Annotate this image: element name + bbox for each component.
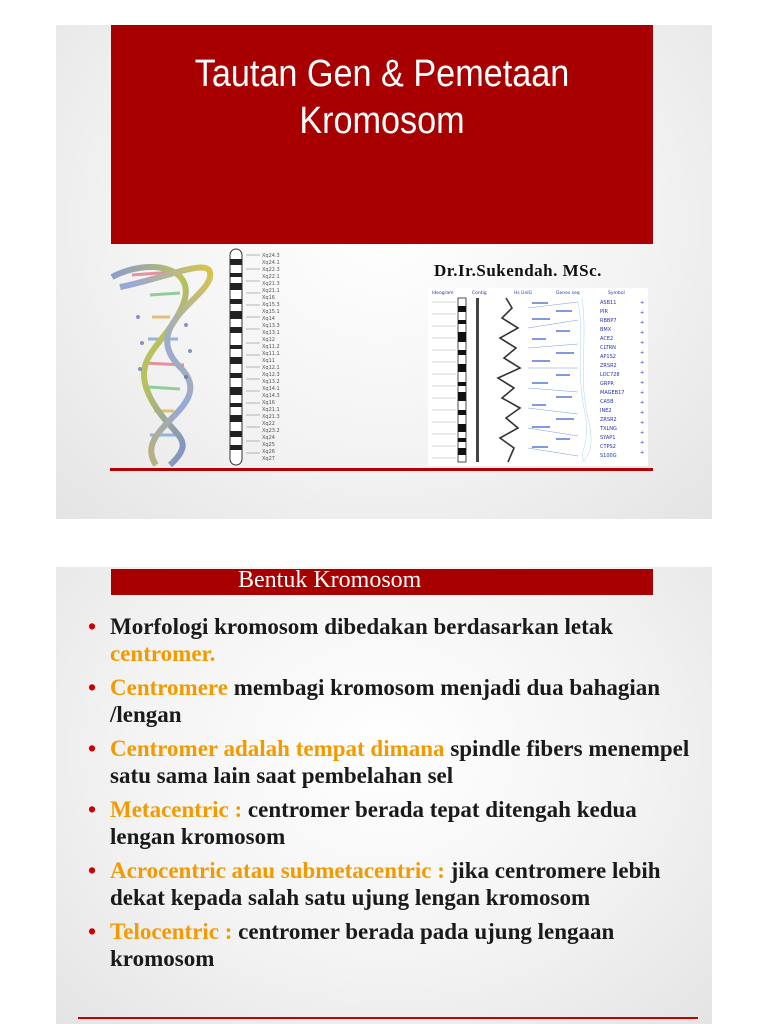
bullet-text: centromer berada pada ujung lengaan kromosom [110,919,615,971]
content-slide [56,567,712,1024]
svg-text:+: + [640,430,645,436]
bullet-highlight: Centromere [110,675,228,700]
ideogram-band-label: Xq21.3 [262,414,280,420]
ideogram-band-label: Xq26 [262,449,275,455]
subtitle-banner [111,569,653,595]
ideogram-band-label: Xq13.1 [262,330,280,336]
ideogram-band-label: Xq11.2 [262,344,280,350]
bullet-text: jika centromere lebih dekat kepada salah satu ujung lengan kromosom [110,858,661,910]
bullet-highlight: Telocentric : [110,919,233,944]
map-gene-symbol: MAGEB17 [600,390,625,396]
svg-text:+: + [640,360,645,366]
map-column-header: Symbol [608,291,625,296]
bullet-highlight: Centromer adalah tempat dimana [110,736,445,761]
map-gene-symbol: INE2 [600,408,612,414]
svg-text:+: + [640,380,645,386]
ideogram-band-label: Xq13.3 [262,323,280,329]
slide-subtitle: Bentuk Kromosom [238,567,422,593]
ideogram-band-label: Xq15.1 [262,309,280,315]
map-column-header: Genes seq [556,291,580,296]
bullet-item [88,857,698,911]
svg-text:+: + [640,350,645,356]
map-gene-symbol: SYAP1 [600,435,616,441]
svg-text:+: + [640,340,645,346]
bullet-text: Morfologi kromosom dibedakan berdasarkan letak [110,614,614,639]
gene-map-image [428,288,648,466]
svg-text:+: + [640,450,645,456]
ideogram-band-label: Xq11.1 [262,351,280,357]
bullet-dot-icon: • [88,736,97,761]
bullet-item [88,674,698,728]
bullet-highlight: centromer. [110,641,216,666]
bullet-dot-icon: • [88,675,97,700]
map-gene-symbol: ASB11 [600,300,617,306]
bullet-item [88,735,698,789]
svg-text:+: + [640,370,645,376]
map-gene-symbol: ZRSR2 [600,417,617,423]
ideogram-band-label: Xq15.3 [262,302,280,308]
ideogram-band-label: Xq16 [262,295,275,301]
svg-text:+: + [640,320,645,326]
ideogram-band-label: Xq16 [262,400,275,406]
ideogram-band-label: Xq14.3 [262,393,280,399]
title-banner [111,25,653,244]
bullet-text: spindle fibers menempel satu sama lain saat pembelahan sel [110,736,690,788]
ideogram-band-label: Xq27 [262,456,275,462]
slide1-bottom-rule [110,468,653,471]
ideogram-band-label: Xq14.1 [262,386,280,392]
bullet-dot-icon: • [88,797,97,822]
map-gene-symbol: PIR [600,309,608,315]
bullet-dot-icon: • [88,614,97,639]
ideogram-band-label: Xq12.1 [262,365,280,371]
map-column-header: Hs UniG [514,291,533,296]
ideogram-band-label: Xq13.2 [262,379,280,385]
title-line-1: Tautan Gen & Pemetaan [194,53,570,95]
bullet-item [88,918,698,972]
svg-text:+: + [640,440,645,446]
map-gene-symbol: GRPR [600,381,614,387]
slide2-bottom-rule [78,1017,698,1019]
svg-text:+: + [640,330,645,336]
title-slide [56,25,712,519]
ideogram-band-label: Xq24 [262,435,275,441]
dna-helix-image [110,247,215,467]
ideogram-band-label: Xq12.3 [262,372,280,378]
map-gene-symbol: CTPS2 [600,444,616,450]
chromosome-ideogram-image [216,247,309,467]
bullet-highlight: Metacentric : [110,797,243,822]
svg-text:+: + [640,420,645,426]
ideogram-band-label: Xq21.1 [262,407,280,413]
svg-text:+: + [640,410,645,416]
ideogram-band-label: Xq25 [262,442,275,448]
ideogram-band-label: Xq22.1 [262,274,280,280]
bullet-highlight: Acrocentric atau submetacentric : [110,858,445,883]
map-gene-symbol: BMX [600,327,612,333]
ideogram-band-label: Xq24.1 [262,260,280,266]
ideogram-band-label: Xq11 [262,358,275,364]
svg-text:+: + [640,400,645,406]
svg-text:+: + [640,310,645,316]
slide-title [138,51,626,145]
map-gene-symbol: AP1S2 [600,354,616,360]
map-gene-symbol: S100G [600,453,617,459]
map-column-header: Contig [472,291,487,296]
map-gene-symbol: LOC728 [600,372,620,378]
bullet-dot-icon: • [88,858,97,883]
map-column-header: Ideogram [432,291,454,296]
bullet-item [88,796,698,850]
bullet-item [88,613,698,667]
map-gene-symbol: CLTRN [600,345,616,351]
svg-text:+: + [640,300,645,306]
ideogram-band-label: Xq24.3 [262,253,280,259]
map-gene-symbol: CA5B [600,399,614,405]
bullet-text: membagi kromosom menjadi dua bahagian /lengan [110,675,661,727]
author-name: Dr.Ir.Sukendah. MSc. [434,261,602,280]
bullet-dot-icon: • [88,919,97,944]
title-line-2: Kromosom [299,100,465,142]
ideogram-band-label: Xq22.3 [262,267,280,273]
map-gene-symbol: RBBP7 [600,318,617,324]
map-gene-symbol: TXLNG [600,426,617,432]
bullet-list [88,613,698,979]
map-gene-symbol: ZRSR2 [600,363,617,369]
ideogram-band-label: Xq12 [262,337,275,343]
ideogram-band-label: Xq22 [262,421,275,427]
map-gene-symbol: ACE2 [600,336,614,342]
ideogram-band-label: Xq14 [262,316,275,322]
ideogram-band-labels [262,253,280,462]
svg-text:+: + [640,390,645,396]
ideogram-band-label: Xq21.3 [262,281,280,287]
ideogram-band-label: Xq21.1 [262,288,280,294]
ideogram-band-label: Xq23.2 [262,428,280,434]
bullet-text: centromer berada tepat ditengah kedua lengan kromosom [110,797,637,849]
